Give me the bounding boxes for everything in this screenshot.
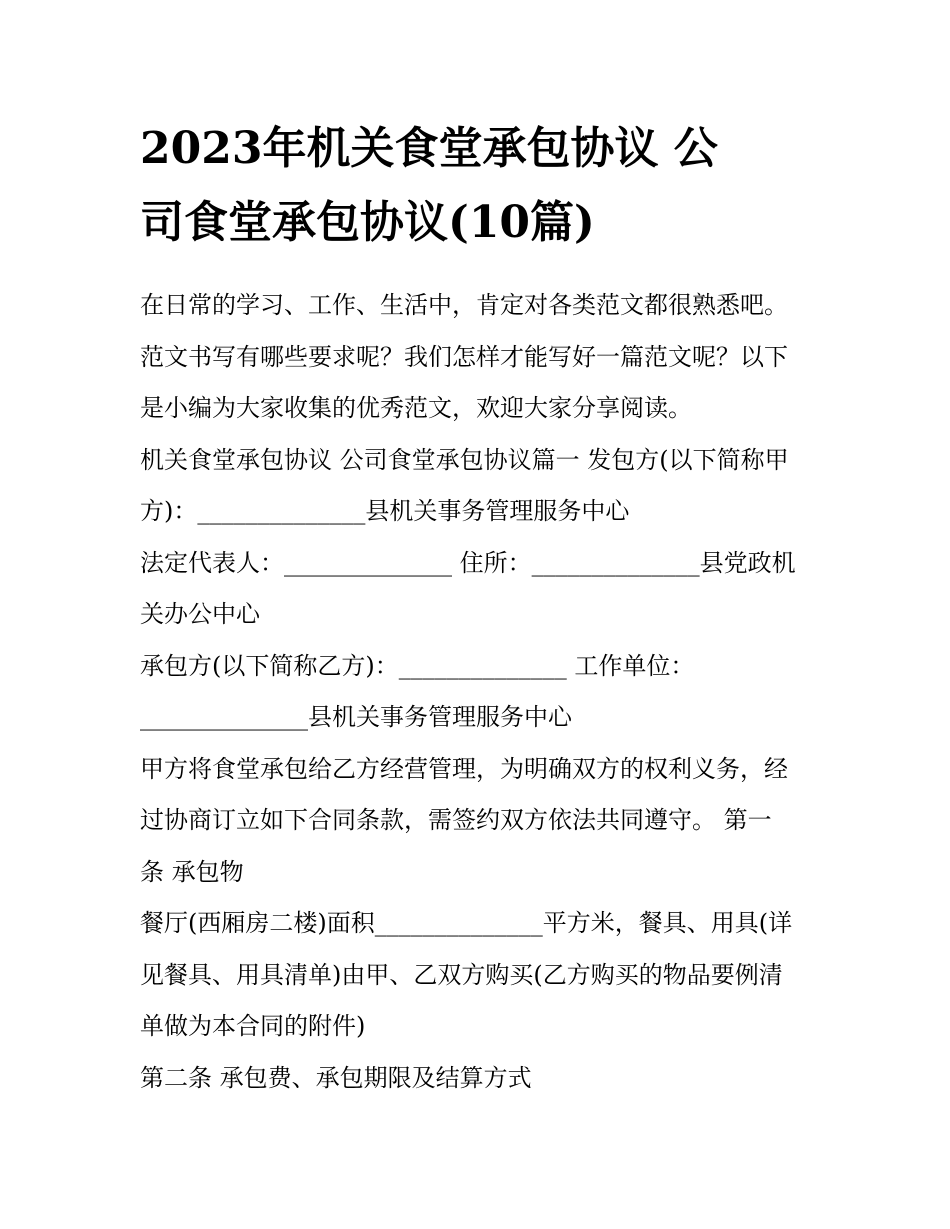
text-line: 单做为本合同的附件) xyxy=(140,1012,366,1040)
text-line: 第二条 承包费、承包期限及结算方式 xyxy=(140,1063,532,1092)
text-line: 餐厅(西厢房二楼)面积______________平方米，餐具、用具(详 xyxy=(140,909,793,937)
text-line: 承包方(以下简称乙方)：______________ 工作单位： xyxy=(140,651,695,680)
text-line: 见餐具、用具清单)由甲、乙双方购买(乙方购买的物品要例清 xyxy=(140,960,783,989)
text-line: 条 承包物 xyxy=(140,857,244,886)
text-line: 过协商订立如下合同条款，需签约双方依法共同遵守。 第一 xyxy=(140,806,772,834)
agreement-paragraph xyxy=(140,744,820,899)
contractor-paragraph xyxy=(140,641,820,744)
title-line-1: 2023年机关食堂承包协议 公 xyxy=(140,123,718,174)
article-2-heading xyxy=(140,1053,820,1105)
issuer-paragraph xyxy=(140,435,820,538)
text-line: 在日常的学习、工作、生活中，肯定对各类范文都很熟悉吧。 xyxy=(140,291,788,319)
text-line: 是小编为大家收集的优秀范文，欢迎大家分享阅读。 xyxy=(140,394,692,422)
text-line: ______________县机关事务管理服务中心 xyxy=(140,703,572,731)
text-line: 法定代表人：______________ 住所：______________县党政机 xyxy=(140,548,796,577)
article-1-paragraph xyxy=(140,898,820,1053)
intro-paragraph xyxy=(140,280,820,435)
text-line: 甲方将食堂承包给乙方经营管理，为明确双方的权利义务，经 xyxy=(140,754,788,783)
text-line: 方)：______________县机关事务管理服务中心 xyxy=(140,497,630,525)
document-title xyxy=(140,112,820,260)
legal-representative-paragraph xyxy=(140,538,820,641)
text-line: 范文书写有哪些要求呢？我们怎样才能写好一篇范文呢？以下 xyxy=(140,342,788,371)
title-line-2: 司食堂承包协议(10篇) xyxy=(140,197,595,248)
text-line: 关办公中心 xyxy=(140,600,260,628)
text-line: 机关食堂承包协议 公司食堂承包协议篇一 发包方(以下简称甲 xyxy=(140,445,789,474)
document-page xyxy=(140,112,820,1104)
